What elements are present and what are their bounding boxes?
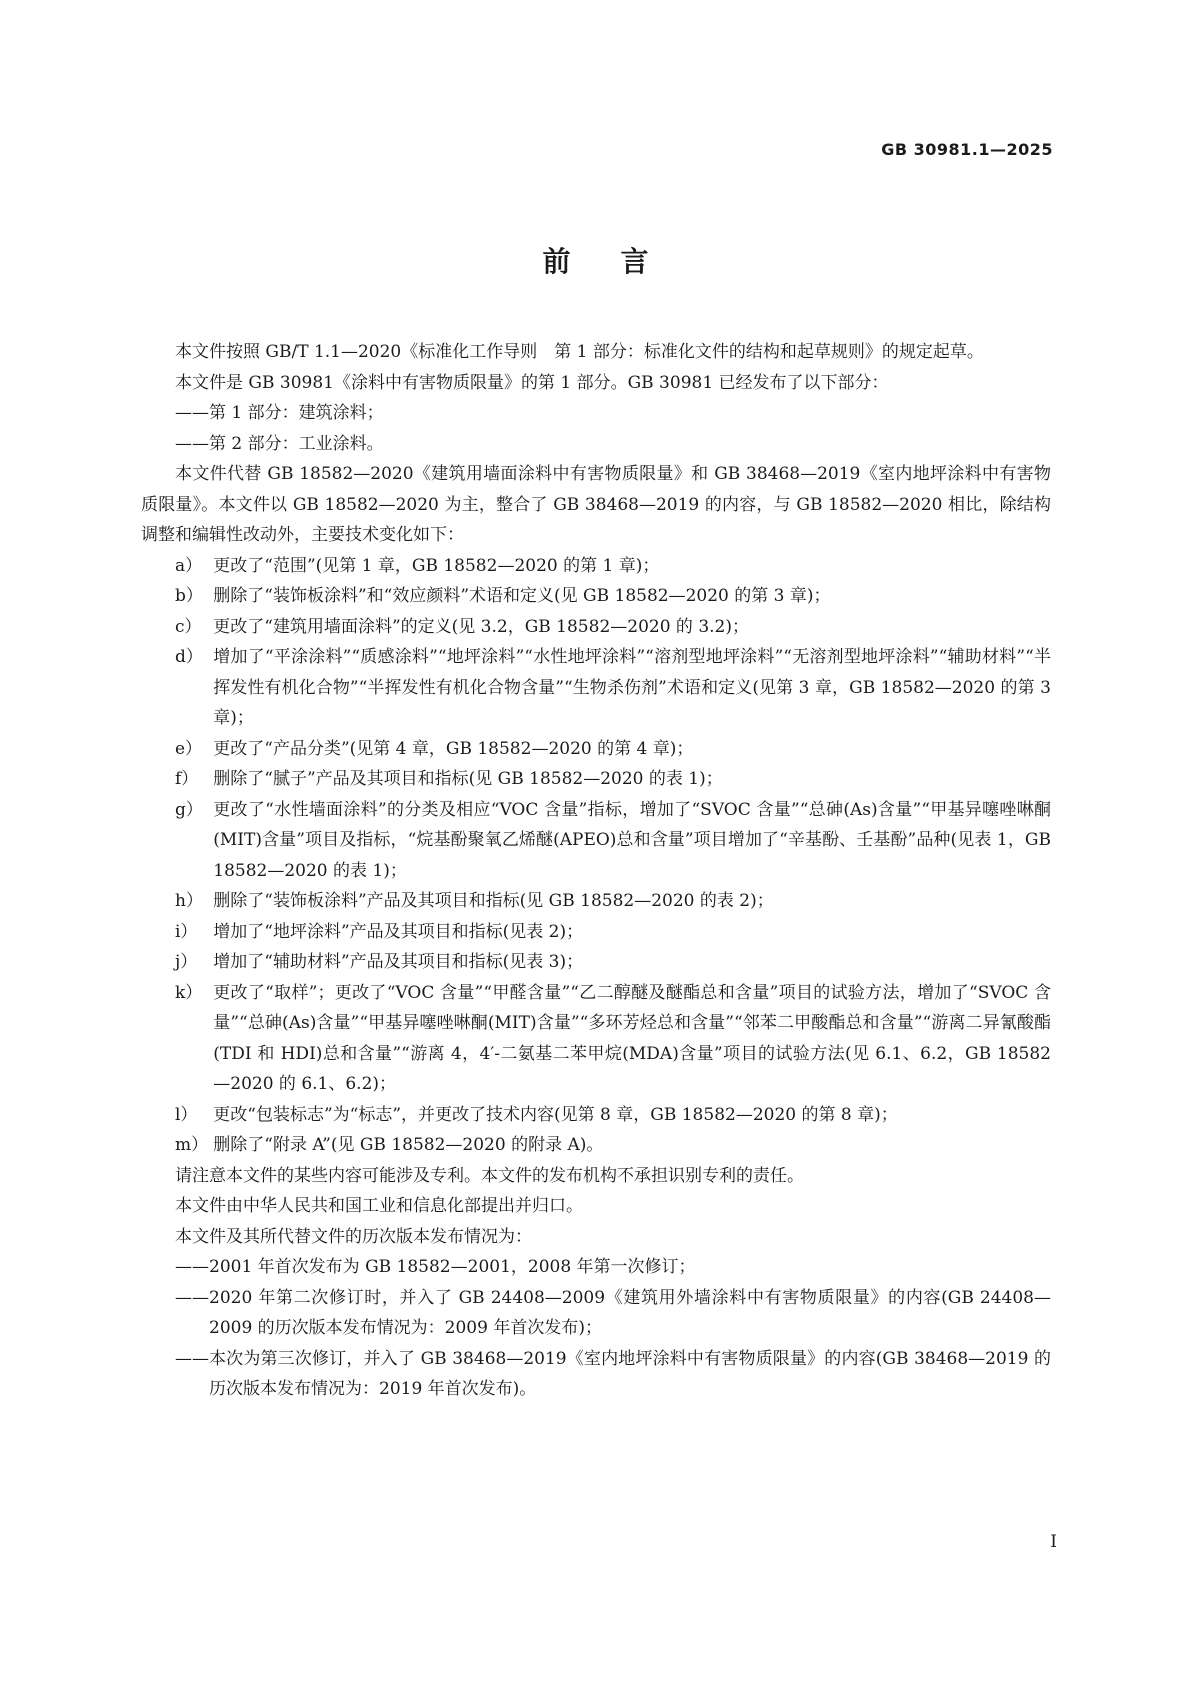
list-item-text: 2020 年第二次修订时，并入了 GB 24408—2009《建筑用外墙涂料中有害物质限量》的内容(GB 24408—2009 的历次版本发布情况为：2009 年首次发布)； bbox=[209, 1287, 1051, 1338]
item-text: 更改了“产品分类”(见第 4 章，GB 18582—2020 的第 4 章)； bbox=[213, 738, 694, 759]
dash-marker: —— bbox=[175, 1287, 209, 1308]
item-label: m） bbox=[175, 1135, 209, 1155]
item-label: k） bbox=[175, 982, 203, 1003]
paragraph-drafting: 本文件按照 GB/T 1.1—2020《标准化工作导则 第 1 部分：标准化文件的结构和起草规则》的规定起草。 bbox=[175, 342, 984, 362]
list-item-change bbox=[141, 764, 1051, 795]
list-item-change bbox=[141, 1100, 1051, 1131]
list-item-history bbox=[141, 1344, 1051, 1405]
list-item-change bbox=[141, 917, 1051, 948]
list-item-change bbox=[141, 612, 1051, 643]
item-label: l） bbox=[175, 1104, 198, 1125]
item-label: d） bbox=[175, 647, 203, 667]
item-label: e） bbox=[175, 738, 203, 759]
item-text: 删除了“腻子”产品及其项目和指标(见 GB 18582—2020 的表 1)； bbox=[213, 769, 723, 789]
list-item-text: 第 2 部分：工业涂料。 bbox=[209, 433, 384, 454]
list-item-change bbox=[141, 978, 1051, 1100]
item-label: h） bbox=[175, 891, 203, 911]
list-item-text: 第 1 部分：建筑涂料； bbox=[209, 403, 384, 423]
foreword-body bbox=[141, 337, 1051, 1405]
item-label: j） bbox=[175, 952, 198, 972]
paragraph-replacement: 本文件代替 GB 18582—2020《建筑用墙面涂料中有害物质限量》和 GB 38468—2019《室内地坪涂料中有害物质限量》。本文件以 GB 18582—2020 为主，整合了 GB 38468—2019 的内容，与 GB 18582—2020 相比，除结构调整和编辑性改动外，主要技术变化如下： bbox=[141, 464, 1051, 545]
page-title: 前言 bbox=[542, 245, 699, 278]
list-item-change bbox=[141, 947, 1051, 978]
item-text: 删除了“装饰板涂料”和“效应颜料”术语和定义(见 GB 18582—2020 的第 3 章)； bbox=[213, 586, 831, 606]
item-text: 更改了“建筑用墙面涂料”的定义(见 3.2，GB 18582—2020 的 3.2)； bbox=[213, 616, 749, 637]
document-id: GB 30981.1—2025 bbox=[881, 140, 1053, 159]
list-item-change bbox=[141, 581, 1051, 612]
list-item-change bbox=[141, 886, 1051, 917]
list-item-change bbox=[141, 734, 1051, 765]
item-label: c） bbox=[175, 616, 202, 637]
paragraph-part-info: 本文件是 GB 30981《涂料中有害物质限量》的第 1 部分。GB 30981 已经发布了以下部分： bbox=[175, 372, 889, 393]
item-text: 更改了“水性墙面涂料”的分类及相应“VOC 含量”指标，增加了“SVOC 含量”“总砷(As)含量”“甲基异噻唑啉酮(MIT)含量”项目及指标，“烷基酚聚氧乙烯醚(APEO)总和含量”项目增加了“辛基酚、壬基酚”品种(见表 1，GB 18582—2020 的表 1)； bbox=[213, 799, 1051, 881]
item-text: 增加了“平涂涂料”“质感涂料”“地坪涂料”“水性地坪涂料”“溶剂型地坪涂料”“无溶剂型地坪涂料”“辅助材料”“半挥发性有机化合物”“半挥发性有机化合物含量”“生物杀伤剂”术语和定义(见第 3 章，GB 18582—2020 的第 3 章)； bbox=[213, 647, 1051, 728]
item-text: 更改“包装标志”为“标志”，并更改了技术内容(见第 8 章，GB 18582—2020 的第 8 章)； bbox=[213, 1104, 898, 1125]
item-text: 更改了“取样”；更改了“VOC 含量”“甲醛含量”“乙二醇醚及醚酯总和含量”项目的试验方法，增加了“SVOC 含量”“总砷(As)含量”“甲基异噻唑啉酮(MIT)含量”“多环芳烃总和含量”“邻苯二甲酸酯总和含量”“游离二异氰酸酯(TDI 和 HDI)总和含量”“游离 4，4′-二氨基二苯甲烷(MDA)含量”项目的试验方法(见 6.1、6.2，GB 18582—2020 的 6.1、6.2)； bbox=[213, 982, 1051, 1094]
list-item-history bbox=[141, 1252, 1051, 1283]
item-label: g） bbox=[175, 799, 203, 820]
list-item-part bbox=[141, 398, 1051, 429]
item-label: a） bbox=[175, 555, 203, 576]
item-text: 更改了“范围”(见第 1 章，GB 18582—2020 的第 1 章)； bbox=[213, 555, 660, 576]
list-item-text: 本次为第三次修订，并入了 GB 38468—2019《室内地坪涂料中有害物质限量》的内容(GB 38468—2019 的历次版本发布情况为：2019 年首次发布)。 bbox=[209, 1348, 1051, 1399]
list-item-part bbox=[141, 429, 1051, 460]
dash-marker: —— bbox=[175, 433, 209, 454]
list-item-change bbox=[141, 795, 1051, 887]
list-item-history bbox=[141, 1283, 1051, 1344]
item-text: 增加了“辅助材料”产品及其项目和指标(见表 3)； bbox=[213, 952, 584, 972]
dash-marker: —— bbox=[175, 403, 209, 423]
paragraph-patent: 请注意本文件的某些内容可能涉及专利。本文件的发布机构不承担识别专利的责任。 bbox=[175, 1165, 804, 1186]
page-number: I bbox=[1050, 1532, 1057, 1552]
item-text: 删除了“装饰板涂料”产品及其项目和指标(见 GB 18582—2020 的表 2)； bbox=[213, 891, 774, 911]
item-label: f） bbox=[175, 769, 199, 789]
paragraph-proposer: 本文件由中华人民共和国工业和信息化部提出并归口。 bbox=[175, 1196, 583, 1216]
dash-marker: —— bbox=[175, 1348, 209, 1369]
item-text: 增加了“地坪涂料”产品及其项目和指标(见表 2)； bbox=[213, 921, 584, 942]
list-item-text: 2001 年首次发布为 GB 18582—2001，2008 年第一次修订； bbox=[209, 1257, 696, 1277]
item-label: b） bbox=[175, 586, 203, 606]
item-label: i） bbox=[175, 921, 198, 942]
list-item-change bbox=[141, 551, 1051, 582]
paragraph-history-intro: 本文件及其所代替文件的历次版本发布情况为： bbox=[175, 1226, 532, 1247]
list-item-change bbox=[141, 642, 1051, 734]
list-item-change bbox=[141, 1130, 1051, 1161]
dash-marker: —— bbox=[175, 1257, 209, 1277]
item-text: 删除了“附录 A”(见 GB 18582—2020 的附录 A)。 bbox=[213, 1135, 604, 1155]
